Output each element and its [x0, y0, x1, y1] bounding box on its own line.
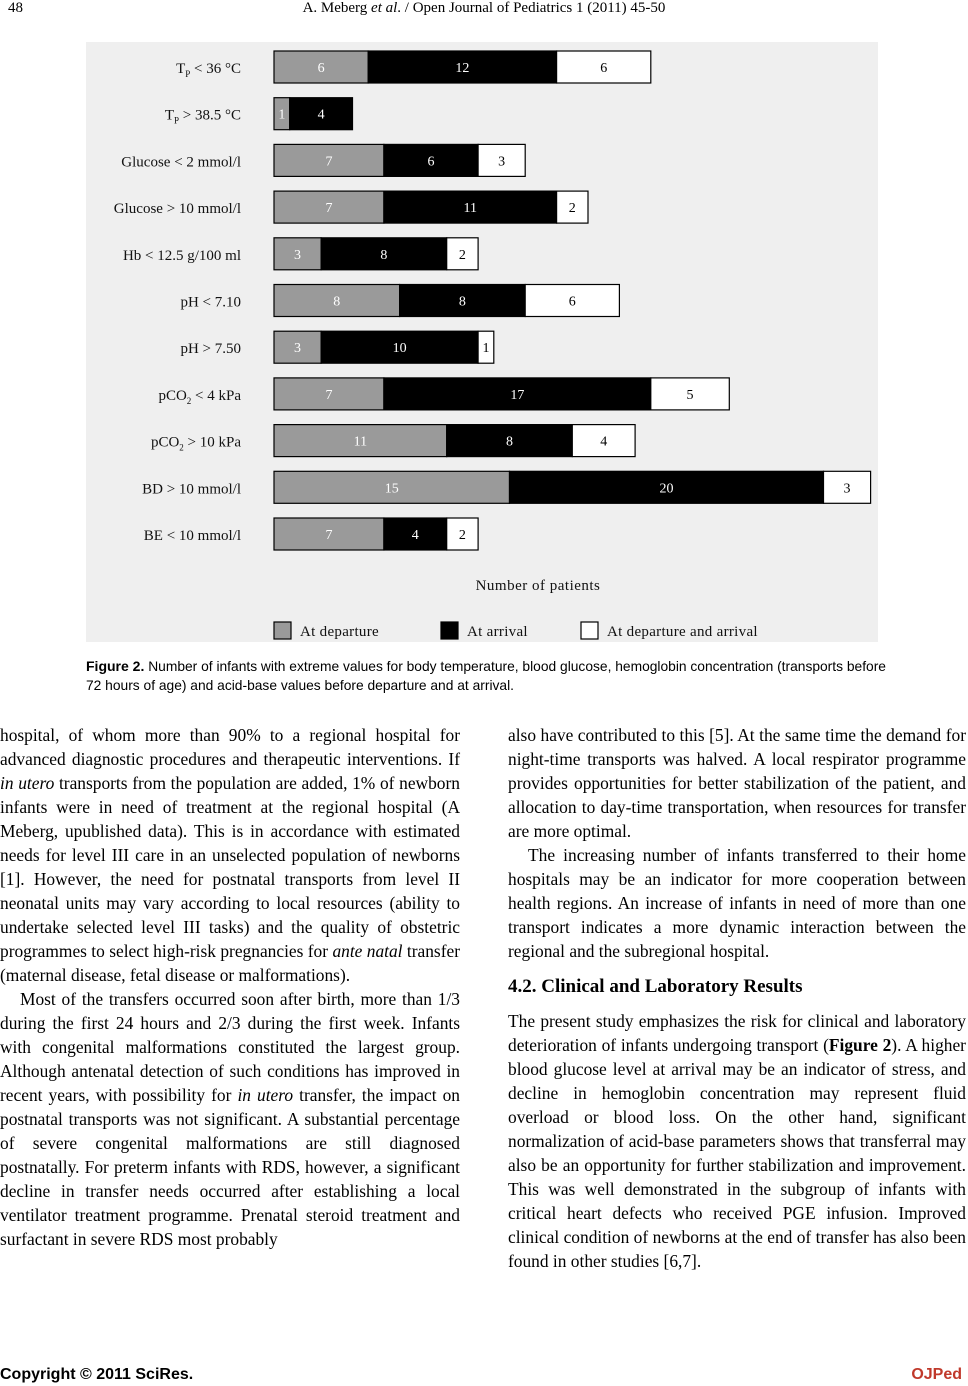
data-label: 1	[278, 107, 286, 123]
data-label: 3	[294, 247, 302, 263]
data-label: 10	[392, 341, 407, 357]
legend-label: At departure and arrival	[607, 624, 758, 640]
data-label: 8	[506, 434, 513, 450]
data-label: 11	[353, 434, 368, 450]
footer-copyright: Copyright © 2011 SciRes.	[0, 1366, 194, 1383]
category-label: Glucose < 2 mmol/l	[121, 154, 241, 171]
category-label: $T_P > 38.5$ °C	[164, 107, 241, 126]
caption-text: Number of infants with extreme values for body temperature, blood glucose, hemoglobin concentration (transports before 72 hours of age) and acid-base values before departure and at arrival.	[86, 659, 886, 693]
data-label: 6	[317, 61, 325, 76]
data-label: 17	[510, 387, 525, 403]
legend-swatch	[441, 622, 458, 639]
category-label: Glucose > 10 mmol/l	[113, 201, 241, 218]
category-label: BD > 10 mmol/l	[142, 481, 241, 498]
figure-reference-link[interactable]: Figure 2	[828, 1035, 892, 1055]
page-number: 48	[8, 0, 23, 16]
category-label: pH < 7.10	[180, 294, 241, 311]
data-label: 3	[843, 481, 851, 497]
data-label: 7	[325, 387, 333, 403]
category-label: Hb < 12.5 g/100 ml	[122, 247, 241, 264]
data-label: 8	[333, 294, 341, 310]
data-label: 6	[427, 154, 435, 170]
paragraph: The present study emphasizes the risk for clinical and laboratory deterioration of infants undergoing transport (Figure 2). A higher blood glucose level at arrival may be an indicator of stress, and decline in hemoglobin concentration may represent fluid overload or blood loss. On the other hand, significant normalization of acid-base parameters shows that transferral may also be an opportunity for further stabilization and improvement. This was well demonstrated in the subgroup of infants with critical heart defects who received PGE infusion. Improved clinical condition of newborns at the end of transfer has also been found in other studies [6,7].	[508, 1011, 966, 1271]
data-label: 7	[325, 154, 333, 170]
data-label: 2	[458, 528, 466, 543]
data-label: 4	[317, 107, 325, 123]
running-head-etal: et al	[371, 0, 398, 16]
category-label: BE < 10 mmol/l	[143, 528, 241, 544]
data-label: 2	[458, 247, 466, 263]
data-label: 1	[482, 341, 490, 357]
figure-caption	[86, 657, 886, 695]
paragraph: hospital, of whom more than 90% to a regional hospital for advanced diagnostic procedures and therapeutic interventions. If in utero transports from the population are added, 1% of newborn infants were in need of treatment at the regional hospital (A Meberg, upublished data). This is in accordance with estimated needs for level III care in an unselected population of newborns [1]. However, the need for postnatal transports from level II neonatal units may vary according to local resources (ability to undertake selected level III tasks) and the quality of obstetric programmes to select high-risk pregnancies for ante natal transfer (maternal disease, fetal disease or malformations).	[0, 725, 460, 985]
x-axis-label: Number of patients	[475, 578, 601, 594]
data-label: 3	[294, 341, 302, 357]
data-label: 6	[600, 61, 608, 76]
data-label: 4	[411, 528, 419, 543]
running-head-journal: . / Open Journal of Pediatrics 1 (2011) 45-50	[397, 0, 666, 16]
data-label: 12	[455, 61, 470, 76]
data-label: 8	[380, 247, 388, 263]
data-label: 20	[659, 481, 674, 497]
data-label: 11	[463, 201, 477, 217]
category-label: pH > 7.50	[180, 341, 241, 358]
data-label: 7	[325, 528, 333, 543]
left-column	[0, 723, 460, 1251]
category-label: pCO$_2$ > 10 kPa	[150, 434, 241, 453]
figure-2-chart	[86, 42, 878, 642]
data-label: 15	[384, 481, 399, 497]
data-label: 5	[686, 387, 694, 403]
data-label: 2	[568, 201, 576, 217]
category-label: pCO$_2$ < 4 kPa	[158, 387, 241, 406]
legend-swatch	[274, 622, 291, 639]
data-label: 4	[600, 434, 608, 450]
paragraph: The increasing number of infants transferred to their home hospitals may be an indicator for more cooperation between health regions. An increase of infants in need of more than one transport indicates a more dynamic interaction between the regional and the subregional hospital.	[508, 845, 966, 961]
right-column	[508, 723, 966, 1273]
data-label: 6	[568, 294, 576, 310]
paragraph: also have contributed to this [5]. At the same time the demand for night-time transports was halved. A local respirator programme provides opportunities for better stabilization of the patient, and allocation to day-time transportation, when resources for transfer are more optimal.	[508, 725, 966, 841]
paragraph: Most of the transfers occurred soon after birth, more than 1/3 during the first 24 hours and 2/3 during the first week. Infants with congenital malformations constituted the largest group. Although antenatal detection of such conditions has improved in recent years, with possibility for in utero transfer, the impact on postnatal transports was not significant. A substantial percentage of severe congenital malformations are still diagnosed postnatally. For preterm infants with RDS, however, a significant decline in transfer needs occurred after establishing a local ventilator treatment programme. Prenatal steroid treatment and surfactant in severe RDS most probably	[0, 989, 460, 1249]
running-head-author: A. Meberg	[302, 0, 372, 16]
legend-swatch	[581, 622, 598, 639]
section-heading: 4.2. Clinical and Laboratory Results	[508, 976, 803, 997]
data-label: 8	[458, 294, 466, 310]
data-label: 7	[325, 201, 333, 217]
stacked-bar-chart	[86, 42, 878, 642]
caption-label: Figure 2.	[86, 658, 145, 674]
data-label: 3	[498, 154, 506, 170]
footer-journal: OJPed	[911, 1366, 962, 1383]
running-head	[0, 0, 968, 17]
legend-label: At departure	[300, 624, 379, 640]
legend-label: At arrival	[467, 624, 528, 640]
category-label: $T_P < 36$ °C	[176, 61, 241, 79]
